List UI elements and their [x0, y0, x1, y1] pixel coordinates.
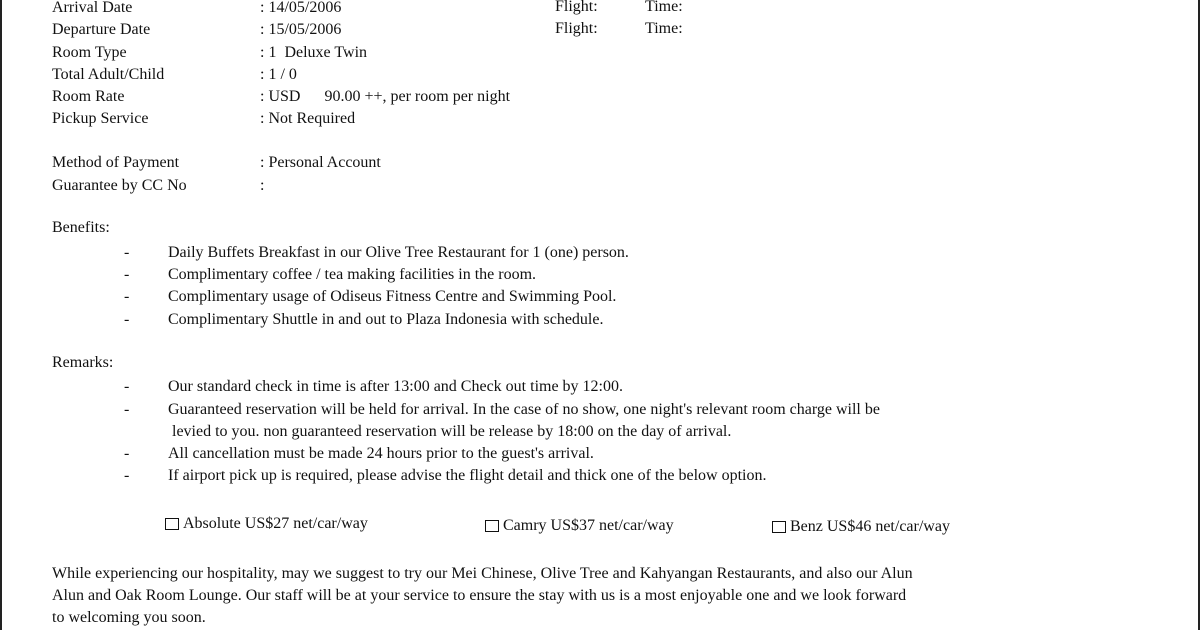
bullet-dash: -: [124, 467, 130, 484]
detail-label: Departure Date: [52, 21, 151, 38]
option-label: Absolute US$27 net/car/way: [183, 515, 368, 532]
detail-label: Room Rate: [52, 88, 125, 105]
remark-item: Guaranteed reservation will be held for arrival. In the case of no show, one night's relevant room charge will be: [168, 401, 880, 418]
checkbox-absolute[interactable]: [165, 518, 179, 530]
option-label: Benz US$46 net/car/way: [790, 518, 950, 535]
option-label: Camry US$37 net/car/way: [503, 517, 674, 534]
detail-label: Total Adult/Child: [52, 66, 165, 83]
detail-label: Guarantee by CC No: [52, 177, 187, 194]
benefit-item: Complimentary coffee / tea making facilities in the room.: [168, 266, 537, 283]
option-benz: [772, 518, 950, 536]
option-camry: [485, 517, 674, 535]
remarks-title: Remarks:: [52, 354, 114, 371]
detail-label: Arrival Date: [52, 0, 133, 16]
closing-line: While experiencing our hospitality, may we suggest to try our Mei Chinese, Olive Tree and Kahyangan Restaurants, and also our Alun: [52, 565, 913, 582]
detail-value: : 15/05/2006: [260, 21, 342, 38]
remark-item-continuation: levied to you. non guaranteed reservation will be release by 18:00 on the day of arrival.: [172, 423, 732, 440]
detail-value: : USD 90.00 ++, per room per night: [260, 88, 511, 105]
bullet-dash: -: [124, 445, 130, 462]
closing-line: to welcoming you soon.: [52, 609, 206, 626]
remark-item: All cancellation must be made 24 hours prior to the guest's arrival.: [168, 445, 594, 462]
checkbox-benz[interactable]: [772, 521, 786, 533]
checkbox-camry[interactable]: [485, 520, 499, 532]
bullet-dash: -: [124, 288, 130, 305]
benefit-item: Daily Buffets Breakfast in our Olive Tree Restaurant for 1 (one) person.: [168, 244, 629, 261]
bullet-dash: -: [124, 266, 130, 283]
benefit-item: Complimentary usage of Odiseus Fitness Centre and Swimming Pool.: [168, 288, 617, 305]
detail-value: : 1 Deluxe Twin: [260, 44, 368, 61]
detail-value: :: [260, 177, 265, 194]
detail-label: Pickup Service: [52, 110, 149, 127]
bullet-dash: -: [124, 244, 130, 261]
closing-line: Alun and Oak Room Lounge. Our staff will be at your service to ensure the stay with us is a most enjoyable one and we look forward: [52, 587, 907, 604]
detail-label: Room Type: [52, 44, 127, 61]
remark-item: If airport pick up is required, please advise the flight detail and thick one of the below option.: [168, 467, 767, 484]
departure-time-label: Time:: [645, 20, 683, 37]
detail-value: : Not Required: [260, 110, 356, 127]
detail-value: : Personal Account: [260, 154, 381, 171]
bullet-dash: -: [124, 401, 130, 418]
detail-value: : 1 / 0: [260, 66, 297, 83]
bullet-dash: -: [124, 311, 130, 328]
bullet-dash: -: [124, 378, 130, 395]
detail-value: : 14/05/2006: [260, 0, 342, 16]
remark-item: Our standard check in time is after 13:00 and Check out time by 12:00.: [168, 378, 623, 395]
departure-flight-label: Flight:: [555, 20, 598, 37]
benefit-item: Complimentary Shuttle in and out to Plaza Indonesia with schedule.: [168, 311, 604, 328]
closing-paragraph: [52, 563, 1182, 629]
option-absolute: [165, 515, 368, 533]
arrival-time-label: Time:: [645, 0, 683, 15]
detail-label: Method of Payment: [52, 154, 180, 171]
arrival-flight-label: Flight:: [555, 0, 598, 15]
benefits-title: Benefits:: [52, 219, 110, 236]
